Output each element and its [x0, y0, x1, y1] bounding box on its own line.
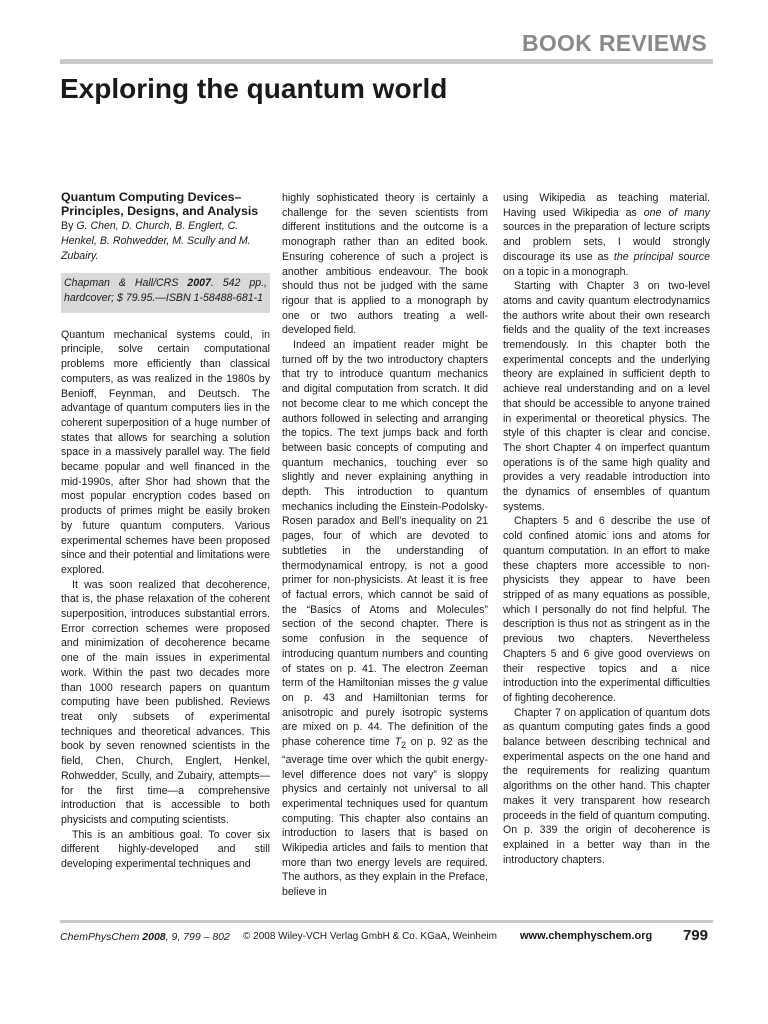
column-2 — [282, 191, 488, 900]
text-run: Indeed an impatient reader might be turned off by the two introductory chapters that try to introduce quantum mechanics and digital computation from scratch. It did not become clear to me which concept the authors followed in selecting and arranging the topics. The text jumps back and forth between basic concepts of computing and quantum mechanics, touching ever so slightly and never explaining anything in depth. This introduction to quantum mechanics including the Einstein-Podolsky-Rosen paradox and Bell’s inequality on 21 pages, four of which are devoted to subtleties in the understanding of thermodynamical entropy, is not a good primer for non-physicists. At least it is free of factual errors, which cannot be said of the “Basics of Atoms and Molecules” section of the second chapter. There is some confusion in the sequence of introducing quantum numbers and counting of states on p. 41. The electron Zeeman term of the Hamiltonian misses the — [282, 339, 488, 690]
column-1 — [61, 191, 270, 872]
column-3 — [503, 191, 710, 867]
book-title: Quantum Computing Devices–Principles, Designs, and Analysis — [61, 190, 259, 218]
journal-url[interactable]: www.chemphyschem.org — [520, 930, 653, 942]
authors-names: G. Chen, D. Church, B. Englert, C. Henkel, B. Rohwedder, M. Scully and M. Zubairy. — [61, 220, 251, 262]
text-run: using Wikipedia as teaching material. Having used Wikipedia as — [503, 192, 710, 219]
journal-volume: , 9, 799 – 802 — [165, 931, 230, 943]
math-subscript: 2 — [401, 740, 406, 751]
text-run: sources in the preparation of lecture scripts and problem sets, I would strongly discourage its use as — [503, 221, 710, 263]
paragraph: It was soon realized that decoherence, that is, the phase relaxation of the coherent superposition, introduces substantial errors. Error correction schemes were proposed and minimization of decoherence became one of the main issues in experimental work. Within the past two decades more than 1000 research papers on quantum computing have been published. Reviews treat only subsets of experimental techniques and theoretical advances. This book by seven renowned scientists in the field, Chen, Church, Englert, Henkel, Rohwedder, Scully, and Zubairy, attempts—for the first time—a comprehensive introduction that is accessible to both physicists and computing scientists. — [61, 578, 270, 826]
publication-info — [61, 273, 270, 312]
paragraph: This is an ambitious goal. To cover six different highly-developed and still developing experimental techniques and — [61, 828, 270, 871]
text-run: value on p. 43 and Hamiltonian terms for anisotropic and purely isotropic systems are mixed on p. 44. The definition of the phase coherence time — [282, 677, 488, 749]
journal-name: ChemPhysChem — [60, 931, 143, 943]
paragraph: Quantum mechanical systems could, in principle, solve certain computational problems more efficiently than classical computers, as was realized in the 1980s by Benioff, Feynman, and Deutsch. The advantage of quantum computers lies in the coherent superposition of a huge number of states that allows for searching a solution space in a massively parallel way. The field became popular and well financed in the mid-1990s, after Shor had shown that the most popular encryption codes based on products of primes might be easily broken by future quantum computers. Various experimental schemes have been proposed since and their potential and limitations were explored. — [61, 328, 270, 576]
header-rule — [60, 59, 713, 64]
book-authors — [61, 219, 270, 263]
emphasis: the principal source — [613, 250, 710, 263]
page-number: 799 — [682, 927, 708, 944]
math-symbol: T — [394, 736, 402, 749]
paragraph: Chapters 5 and 6 describe the use of cold confined atomic ions and atoms for quantum computation. In an effort to make these chapters more accessible to non-physicists they appear to have been stripped of as many equations as possible, which I personally do not find helpful. The description is thus not as stringent as in the previous two chapters. Nevertheless Chapters 5 and 6 give good overviews on their respective topics and a nice introduction into the experimental difficulties of fighting decoherence. — [503, 515, 710, 704]
authors-prefix: By — [61, 220, 77, 233]
paragraph — [503, 191, 710, 279]
copyright: © 2008 Wiley-VCH Verlag GmbH & Co. KGaA, Weinheim — [243, 931, 497, 942]
journal-year: 2008 — [142, 931, 166, 943]
paragraph — [282, 338, 488, 900]
article-title: Exploring the quantum world — [60, 73, 448, 104]
text-run: on a topic in a monograph. — [503, 265, 629, 278]
footer-rule — [60, 920, 713, 923]
section-label: BOOK REVIEWS — [521, 30, 707, 56]
text-run: on p. 92 as the “average time over which the qubit energy-level difference does not vary” is sloppy physics and certainly not universal to all experimental techniques used for quantum computing. This chapter also contains an introduction to lasers that is based on Wikipedia articles and fails to mention that more than two energy levels are required. The authors, as they explain in the Preface, believe in — [282, 736, 488, 899]
emphasis: one of many — [643, 206, 710, 219]
paragraph: Starting with Chapter 3 on two-level atoms and cavity quantum electrodynamics the authors write about their own research fields and the quality of the text increases tremendously. In this chapter both the experimental concepts and the underlying theory are explained in sufficient depth to achieve real understanding and on a level that should be accessible to anyone trained in experimental or theoretical physics. The style of this chapter is clear and concise. The short Chapter 4 on imperfect quantum operations is of the same high quality and provides a very readable introduction into the dynamics of ensembles of quantum systems. — [503, 280, 710, 513]
paragraph: highly sophisticated theory is certainly a challenge for the seven scientists from different institutions and the outcome is a monograph rather than an edited book. Ensuring coherence of such a project is another ambitious endeavour. The book should thus not be judged with the same rigour that is applied to a monograph by one or two authors treating a well-developed field. — [282, 192, 488, 337]
publisher: Chapman & Hall/CRS — [64, 277, 188, 290]
publication-details: . 542 pp., hardcover; $ 79.95.—ISBN 1-58488-681-1 — [64, 277, 267, 304]
journal-citation — [60, 931, 230, 943]
paragraph: Chapter 7 on application of quantum dots as quantum computing gates finds a good balance between describing technical and experimental aspects on the one hand and the requirements for realizing quantum algorithms on the other hand. This chapter makes it very transparent how research proceeds in the field of quantum computing. On p. 339 the origin of decoherence is explained in a better way than in the introductory chapters. — [503, 706, 710, 866]
math-symbol: g — [452, 677, 459, 690]
publication-year: 2007 — [187, 277, 211, 290]
